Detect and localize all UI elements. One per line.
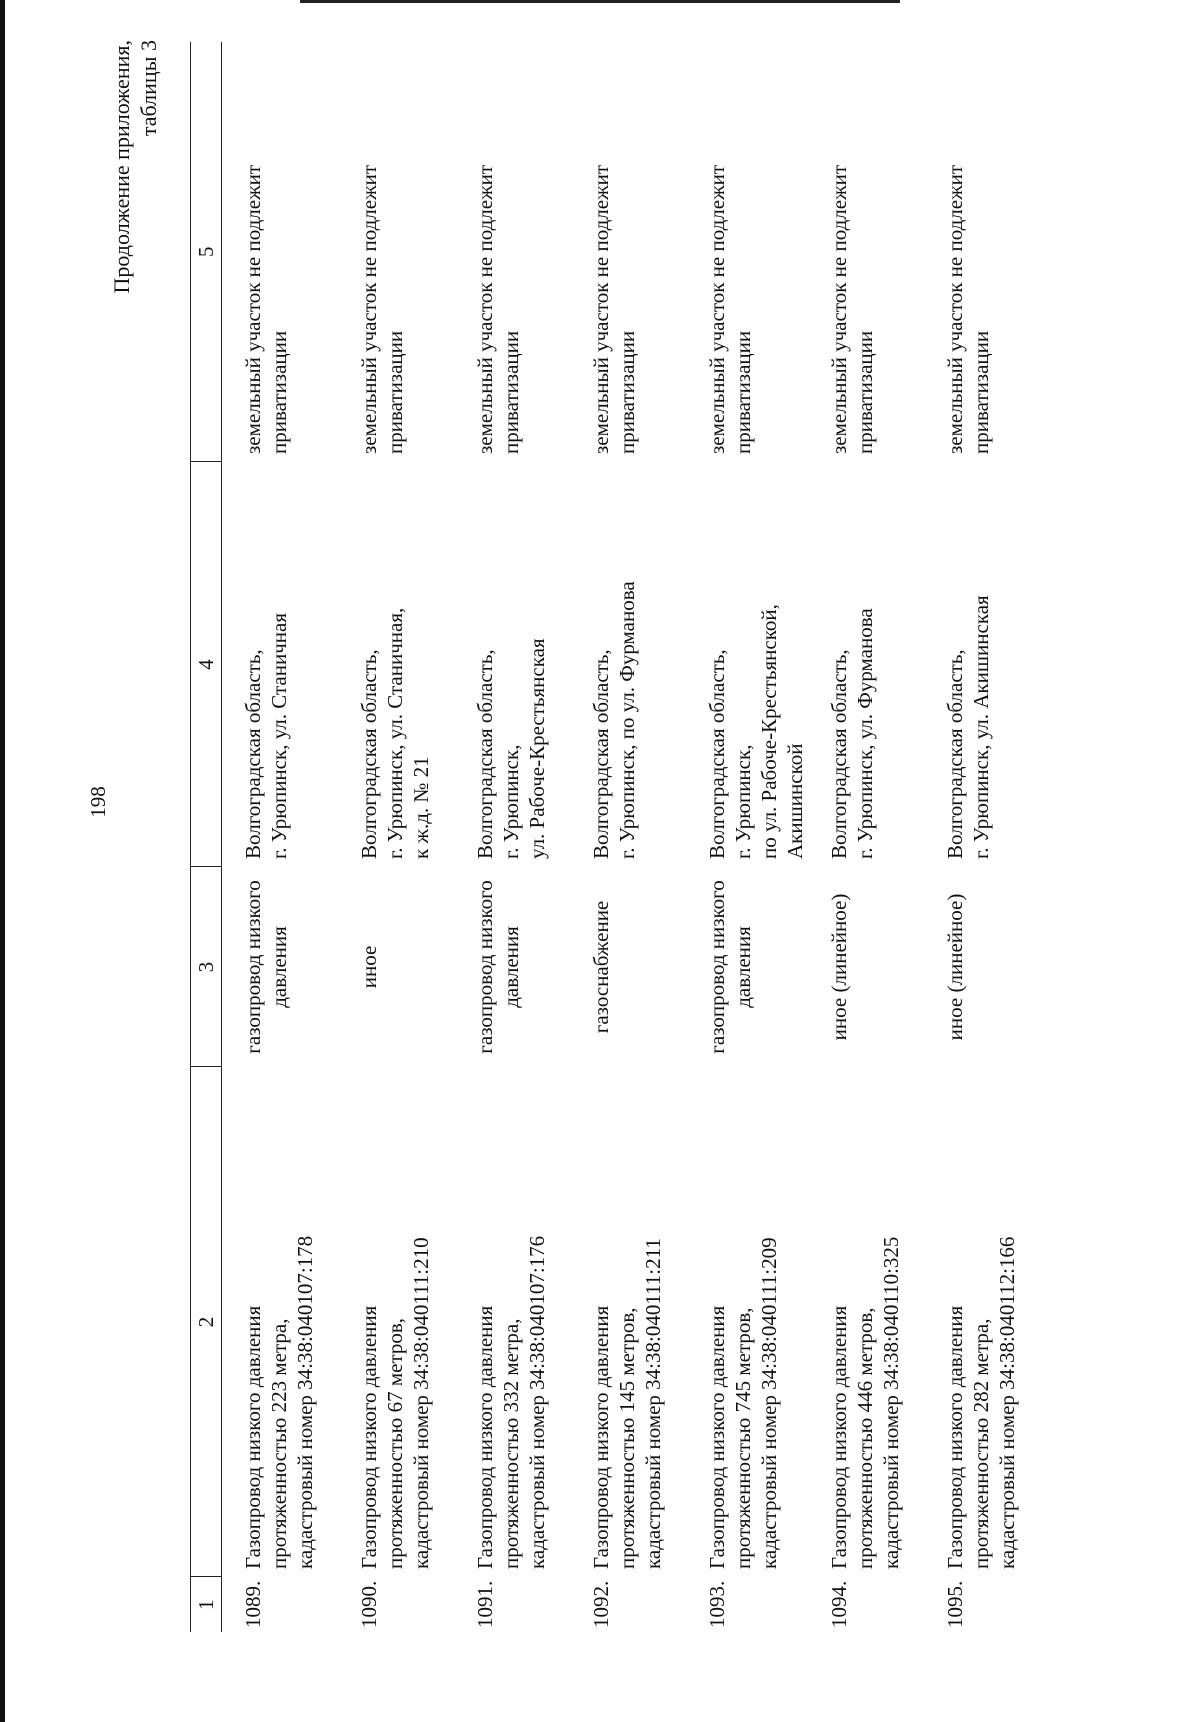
row-number: 1095. bbox=[943, 1580, 967, 1628]
object-address-line: к ж.д. № 21 bbox=[409, 756, 433, 859]
privatization-note-line: земельный участок не подлежит bbox=[589, 164, 613, 454]
object-address-line: г. Урюпинск, по ул. Фурманова bbox=[615, 581, 639, 859]
object-name-line: протяженностью 145 метров, bbox=[615, 1307, 639, 1569]
data-table bbox=[190, 42, 1047, 1632]
object-name-line: протяженностью 223 метра, bbox=[267, 1318, 291, 1569]
object-address-line: Волгоградская область, bbox=[357, 649, 381, 859]
privatization-note-cell bbox=[686, 42, 808, 462]
object-name-line: кадастровый номер 34:38:040110:325 bbox=[879, 1236, 903, 1569]
object-address-line: г. Урюпинск, ул. Станичная, bbox=[383, 607, 407, 859]
privatization-note-line: приватизации bbox=[731, 330, 755, 454]
object-name-line: Газопровод низкого давления bbox=[589, 1305, 613, 1569]
object-address-line: Волгоградская область, bbox=[589, 649, 613, 859]
privatization-note-cell bbox=[570, 42, 686, 462]
object-address-line: Волгоградская область, bbox=[827, 649, 851, 859]
object-type-line: давления bbox=[499, 926, 523, 1008]
continuation-note bbox=[108, 40, 162, 293]
table-row bbox=[808, 42, 924, 1632]
table-row bbox=[454, 42, 570, 1632]
object-name-line: протяженностью 282 метра, bbox=[969, 1318, 993, 1569]
privatization-note-cell bbox=[338, 42, 454, 462]
table-row bbox=[338, 42, 454, 1632]
privatization-note-line: земельный участок не подлежит bbox=[943, 164, 967, 454]
object-name-line: кадастровый номер 34:38:040111:209 bbox=[757, 1237, 781, 1569]
object-address-line: Акишинской bbox=[783, 743, 807, 859]
object-type-cell bbox=[808, 867, 924, 1067]
continuation-line-1: Продолжение приложения, bbox=[109, 40, 134, 294]
object-address-line: Волгоградская область, bbox=[943, 649, 967, 859]
object-name-cell bbox=[570, 1067, 686, 1577]
table-row bbox=[222, 42, 339, 1632]
row-number: 1094. bbox=[827, 1580, 851, 1628]
object-name-line: кадастровый номер 34:38:040112:166 bbox=[995, 1236, 1019, 1569]
object-address-line: г. Урюпинск, bbox=[731, 744, 755, 859]
table-row bbox=[924, 42, 1047, 1632]
object-name-cell bbox=[924, 1067, 1047, 1577]
object-name-line: кадастровый номер 34:38:040111:211 bbox=[641, 1238, 665, 1569]
object-address-line: г. Урюпинск, ул. Акишинская bbox=[969, 595, 993, 859]
object-name-line: Газопровод низкого давления bbox=[705, 1305, 729, 1569]
privatization-note-line: приватизации bbox=[499, 330, 523, 454]
row-number: 1090. bbox=[357, 1580, 381, 1628]
object-type-line: давления bbox=[731, 926, 755, 1008]
object-type-cell bbox=[570, 867, 686, 1067]
object-name-cell bbox=[808, 1067, 924, 1577]
privatization-note-cell bbox=[924, 42, 1047, 462]
object-address-cell bbox=[808, 462, 924, 867]
privatization-note-line: приватизации bbox=[853, 330, 877, 454]
object-type-line: газопровод низкого bbox=[473, 880, 497, 1054]
table-header-row bbox=[191, 42, 222, 1632]
privatization-note-line: приватизации bbox=[267, 330, 291, 454]
object-type-line: иное (линейное) bbox=[943, 893, 967, 1041]
continuation-line-2: таблицы 3 bbox=[136, 40, 161, 137]
table-body bbox=[222, 42, 1048, 1632]
object-address-cell bbox=[454, 462, 570, 867]
object-name-line: протяженностью 67 метров, bbox=[383, 1317, 407, 1569]
object-name-line: Газопровод низкого давления bbox=[827, 1305, 851, 1569]
object-name-line: Газопровод низкого давления bbox=[241, 1305, 265, 1569]
object-type-line: газопровод низкого bbox=[705, 880, 729, 1054]
privatization-note-cell bbox=[454, 42, 570, 462]
object-address-line: г. Урюпинск, ул. Станичная bbox=[267, 613, 291, 859]
object-name-line: Газопровод низкого давления bbox=[357, 1305, 381, 1569]
object-address-cell bbox=[686, 462, 808, 867]
column-header-3: 3 bbox=[191, 867, 222, 1067]
column-header-5: 5 bbox=[191, 42, 222, 462]
object-name-line: кадастровый номер 34:38:040107:176 bbox=[525, 1235, 549, 1569]
object-name-line: протяженностью 745 метров, bbox=[731, 1307, 755, 1569]
table-row bbox=[686, 42, 808, 1632]
row-number: 1091. bbox=[473, 1580, 497, 1628]
object-address-line: г. Урюпинск, bbox=[499, 744, 523, 859]
object-type-line: газоснабжение bbox=[589, 900, 613, 1034]
column-header-4: 4 bbox=[191, 462, 222, 867]
object-type-line: давления bbox=[267, 926, 291, 1008]
privatization-note-line: земельный участок не подлежит bbox=[705, 164, 729, 454]
object-name-line: кадастровый номер 34:38:040107:178 bbox=[293, 1235, 317, 1569]
privatization-note-line: приватизации bbox=[969, 330, 993, 454]
row-number: 1089. bbox=[241, 1580, 265, 1628]
object-name-line: Газопровод низкого давления bbox=[473, 1305, 497, 1569]
object-address-cell bbox=[570, 462, 686, 867]
privatization-note-line: земельный участок не подлежит bbox=[473, 164, 497, 454]
page-number: 198 bbox=[86, 786, 110, 818]
object-address-cell bbox=[338, 462, 454, 867]
object-type-cell bbox=[454, 867, 570, 1067]
table-row bbox=[570, 42, 686, 1632]
privatization-note-line: приватизации bbox=[383, 330, 407, 454]
object-name-line: протяженностью 332 метра, bbox=[499, 1318, 523, 1569]
object-name-cell bbox=[686, 1067, 808, 1577]
object-address-line: Волгоградская область, bbox=[705, 649, 729, 859]
object-type-line: газопровод низкого bbox=[241, 880, 265, 1054]
object-address-line: ул. Рабоче-Крестьянская bbox=[525, 638, 549, 859]
privatization-note-line: земельный участок не подлежит bbox=[357, 164, 381, 454]
object-type-line: иное (линейное) bbox=[827, 893, 851, 1041]
object-address-line: Волгоградская область, bbox=[473, 649, 497, 859]
object-name-cell bbox=[454, 1067, 570, 1577]
privatization-note-line: приватизации bbox=[615, 330, 639, 454]
object-name-line: кадастровый номер 34:38:040111:210 bbox=[409, 1237, 433, 1569]
object-address-line: Волгоградская область, bbox=[241, 649, 265, 859]
privatization-note-cell bbox=[808, 42, 924, 462]
object-type-cell bbox=[338, 867, 454, 1067]
row-number: 1092. bbox=[589, 1580, 613, 1628]
object-address-cell bbox=[222, 462, 339, 867]
column-header-2: 2 bbox=[191, 1067, 222, 1577]
privatization-note-line: земельный участок не подлежит bbox=[827, 164, 851, 454]
object-type-cell bbox=[924, 867, 1047, 1067]
object-name-cell bbox=[338, 1067, 454, 1577]
object-name-line: Газопровод низкого давления bbox=[943, 1305, 967, 1569]
row-number: 1093. bbox=[705, 1580, 729, 1628]
object-type-cell bbox=[686, 867, 808, 1067]
object-type-cell bbox=[222, 867, 339, 1067]
object-type-line: иное bbox=[357, 945, 381, 989]
object-name-cell bbox=[222, 1067, 339, 1577]
object-address-line: по ул. Рабоче-Крестьянской, bbox=[757, 604, 781, 859]
object-address-cell bbox=[924, 462, 1047, 867]
object-name-line: протяженностью 446 метров, bbox=[853, 1307, 877, 1569]
object-address-line: г. Урюпинск, ул. Фурманова bbox=[853, 608, 877, 859]
privatization-note-line: земельный участок не подлежит bbox=[241, 164, 265, 454]
column-header-1: 1 bbox=[191, 1577, 222, 1632]
privatization-note-cell bbox=[222, 42, 339, 462]
